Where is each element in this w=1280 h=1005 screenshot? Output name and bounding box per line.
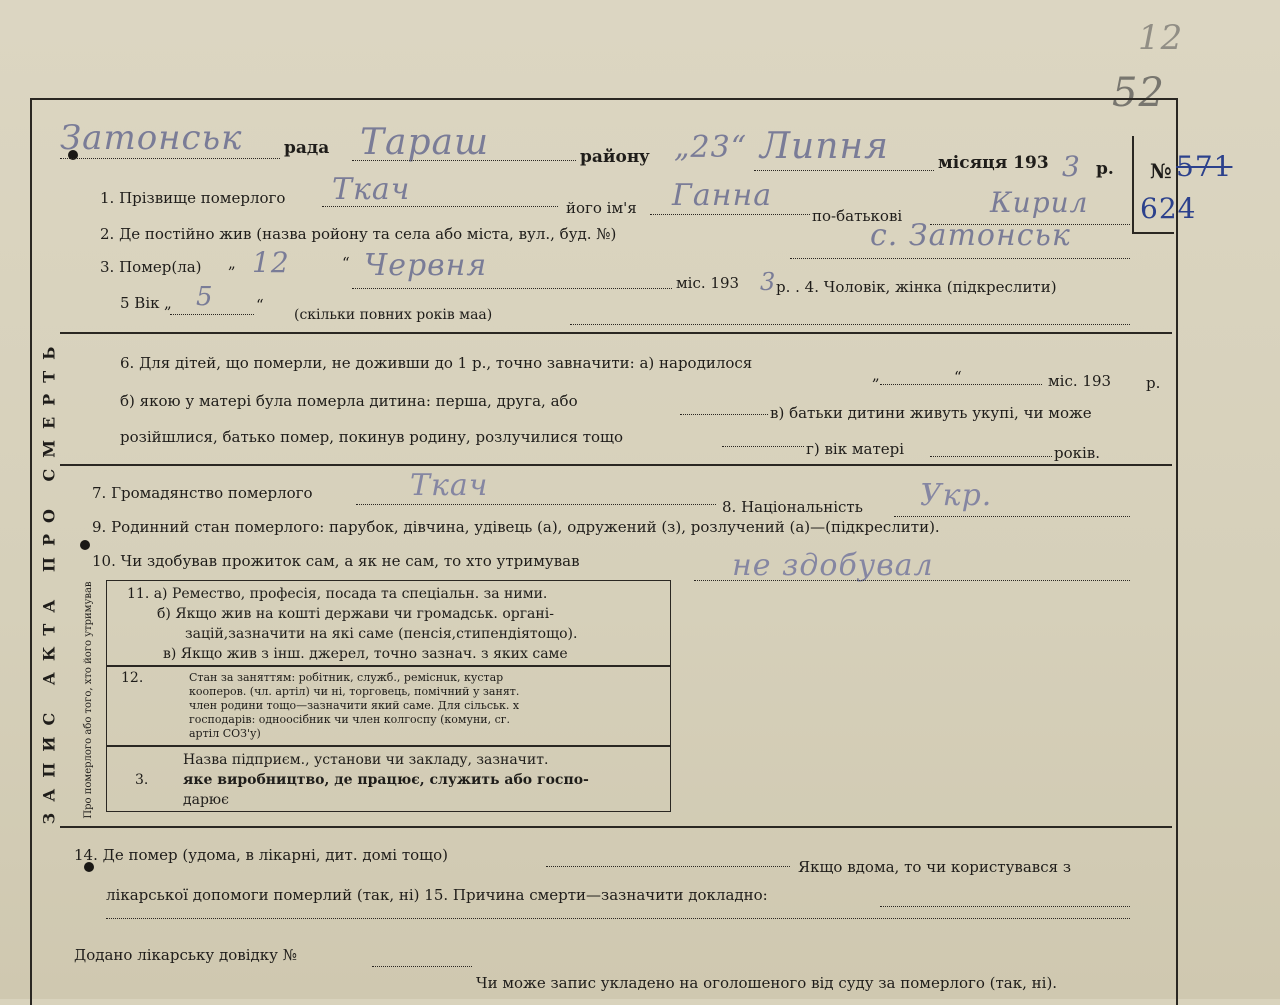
day-handwritten: „23“ <box>674 130 748 165</box>
new-number: 624 <box>1140 192 1197 225</box>
vertical-form-title: ЗАПИС АКТА ПРО СМЕРТЬ <box>39 335 59 825</box>
row-11b-cont: зацій,зазначити на які саме (пенсія,стипендіятощо). <box>185 626 578 642</box>
table-side-label: Про померлого або того, хто його утримував <box>83 581 94 819</box>
support-value: не здобувал <box>732 548 934 583</box>
row-13-line-1: Назва підприєм., установи чи закладу, зазначит. <box>183 752 549 768</box>
row-13-line-3: дарює <box>183 792 229 808</box>
row-11c: в) Якщо жив з інш. джерел, точно зазнач. з яких саме <box>163 646 568 662</box>
child-order-line <box>680 414 768 415</box>
cause-line-2 <box>106 918 1130 919</box>
child-parents-line <box>722 446 804 447</box>
number-label: № <box>1150 159 1172 183</box>
support-line <box>694 580 1130 581</box>
residence-line <box>790 258 1130 259</box>
child-line-2b: в) батьки дитини живуть укупі, чи може <box>770 404 1092 422</box>
mother-age-label: г) вік матері <box>806 440 905 458</box>
child-r: р. <box>1146 374 1161 392</box>
certificate-line <box>372 966 472 967</box>
patronymic-value: Кирил <box>990 186 1089 219</box>
mother-age-line <box>930 456 1052 457</box>
row-11a: 11. а) Ремество, професія, посада та спеціальн. за ними. <box>127 586 548 602</box>
age-quote-open: „ <box>164 294 172 312</box>
child-line-2: б) якою у матері була померла дитина: перша, друга, або <box>120 392 578 410</box>
name-label: його ім'я <box>566 199 637 217</box>
district-line <box>352 160 576 161</box>
support-label: 10. Чи здобував прожиток сам, а як не сам, то хто утримував <box>92 552 580 570</box>
died-year-value: 3 <box>760 268 777 296</box>
citizenship-value: Ткач <box>410 468 489 503</box>
rada-handwritten: Затонськ <box>60 118 243 158</box>
divider <box>60 332 1172 334</box>
child-quote-open: „ <box>872 366 880 384</box>
died-quote-open: „ <box>228 254 236 272</box>
cause-line-1 <box>880 906 1130 907</box>
row-12-line-1: Стан за заняттям: робітник, служб., реміснuк, кустар <box>189 671 504 684</box>
occupation-table <box>106 580 671 812</box>
citizenship-line <box>356 504 716 505</box>
court-record-label: Чи може запис укладено на оголошеного від суду за померлого (так, ні). <box>476 974 1058 992</box>
archive-mark-52: 52 <box>1112 70 1165 116</box>
row-12-line-3: член родини тощо—зазначити який саме. Для сільськ. х <box>189 699 520 712</box>
age-line <box>170 314 254 315</box>
child-quote-close: “ <box>954 368 962 386</box>
place-of-death-line <box>546 866 790 867</box>
number-box-bottom <box>1132 232 1174 234</box>
row-13-line-2: яке виробництво, де працює, служить або госпо- <box>183 772 589 788</box>
old-number: 571 <box>1176 150 1233 183</box>
marital-label: 9. Родинний стан померлого: парубок, дівчина, удівець (а), одружений (з), розлучений (а)—(підкреслити). <box>92 518 940 536</box>
archive-mark-12: 12 <box>1138 18 1184 58</box>
surname-label: 1. Прізвище померлого <box>100 189 286 207</box>
row-12-line-5: артіл СОЗ'у) <box>189 727 261 740</box>
died-day-value: 12 <box>252 246 290 279</box>
month-handwritten: Липня <box>760 126 889 167</box>
child-line-1: 6. Для дітей, що померли, не доживши до 1 р., точно завначити: а) народилося <box>120 354 753 372</box>
sex-label: р. . 4. Чоловік, жінка (підкреслити) <box>776 278 1057 296</box>
died-mis-label: міс. 193 <box>676 274 740 292</box>
residence-label: 2. Де постійно жив (назва ройону та села або міста, вул., буд. №) <box>100 225 617 243</box>
child-born-line <box>880 384 1042 385</box>
nationality-line <box>894 516 1130 517</box>
residence-value: с. Затонськ <box>870 218 1071 253</box>
nationality-label: 8. Національність <box>722 498 863 516</box>
cause-of-death-label: лікарської допомоги померлий (так, ні) 15. Причина смерти—зазначити докладно: <box>106 886 768 904</box>
died-month-value: Червня <box>364 248 488 283</box>
patronymic-label: по-батькові <box>812 207 903 225</box>
year-suffix: р. <box>1096 159 1114 179</box>
age-value: 5 <box>196 282 214 312</box>
row-13-number: 3. <box>135 772 149 788</box>
child-line-3: розійшлися, батько помер, покинув родину, розлучилися тощо <box>120 428 624 446</box>
place-of-death-label: 14. Де помер (удома, в лікарні, дит. домі тощо) <box>74 846 449 864</box>
divider <box>60 464 1172 466</box>
rada-line <box>60 158 280 159</box>
row-12-line-2: кооперов. (чл. артіл) чи ні, торговець, помічний у занят. <box>189 685 520 698</box>
year-handwritten: 3 <box>1062 150 1081 183</box>
row-12-line-4: господарів: одноосібник чи член колгоспу (комуни, сг. <box>189 713 511 726</box>
died-label: 3. Помер(ла) <box>100 258 202 276</box>
row-12-number: 12. <box>121 670 144 686</box>
surname-line <box>322 206 558 207</box>
month-line <box>754 170 934 171</box>
name-line <box>650 214 810 215</box>
age-label: 5 Вік <box>120 294 160 312</box>
died-month-line <box>352 288 672 289</box>
child-mis: міс. 193 <box>1048 372 1112 390</box>
table-row-divider <box>107 665 670 667</box>
binder-hole <box>80 540 90 550</box>
age-hint: (скільки повних років маа) <box>294 307 493 323</box>
table-row-divider <box>107 745 670 747</box>
nationality-value: Укр. <box>920 478 993 513</box>
medical-certificate-label: Додано лікарську довідку № <box>74 946 297 964</box>
mother-age-years: років. <box>1054 444 1101 462</box>
died-quote-close: “ <box>342 254 350 272</box>
citizenship-label: 7. Громадянство померлого <box>92 484 313 502</box>
district-handwritten: Тараш <box>360 122 490 163</box>
name-value: Ганна <box>672 178 773 213</box>
number-box-left <box>1132 136 1134 232</box>
rada-label: рада <box>284 138 330 158</box>
row-11b: б) Якщо жив на коштi держави чи громадськ. органі- <box>157 606 554 622</box>
age-tail-line <box>570 324 1130 325</box>
home-care-label: Якщо вдома, то чи користувався з <box>798 858 1072 876</box>
month-label: місяця 193 <box>938 153 1049 173</box>
age-quote-close: “ <box>256 296 264 314</box>
divider <box>60 826 1172 828</box>
surname-value: Ткач <box>332 172 411 207</box>
raion-label: районy <box>580 147 650 167</box>
